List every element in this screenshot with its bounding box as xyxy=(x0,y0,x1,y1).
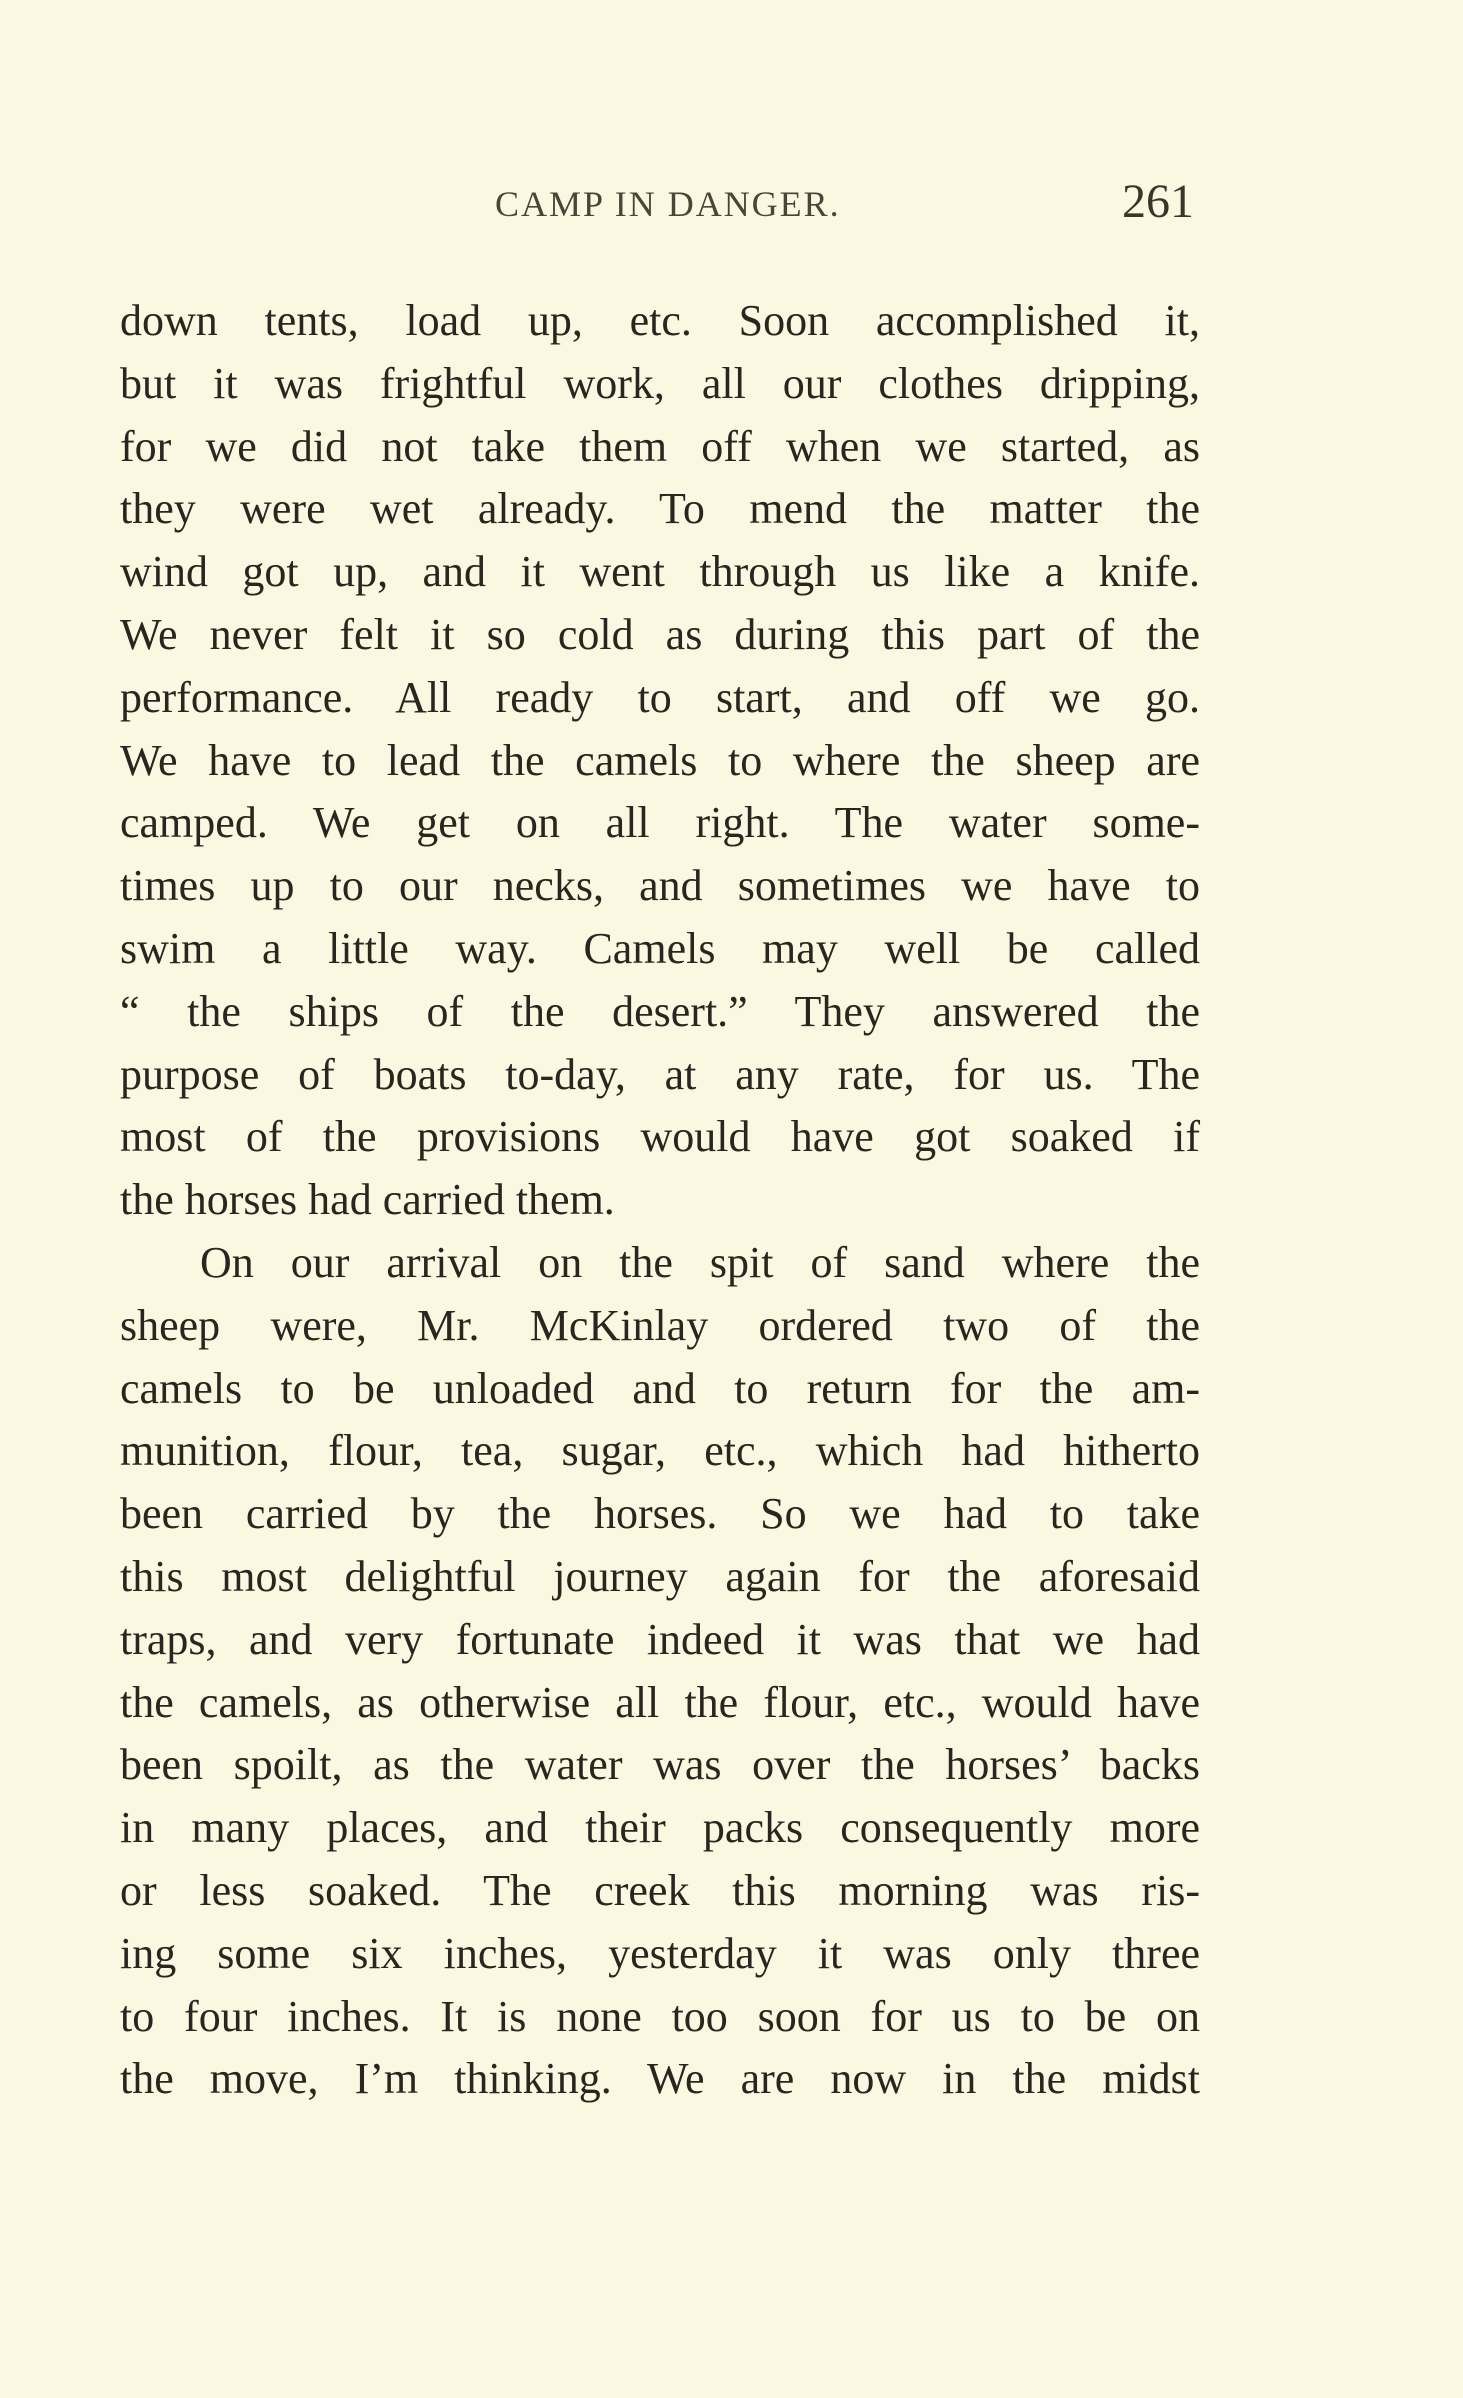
text-line: this most delightful journey again for the aforesaid xyxy=(120,1551,1200,1601)
text-line: traps, and very fortunate indeed it was that we had xyxy=(120,1614,1200,1664)
text-line: in many places, and their packs consequently more xyxy=(120,1803,1200,1853)
body-text xyxy=(120,290,1200,2111)
text-line: most of the provisions would have got soaked if xyxy=(120,1112,1200,1162)
text-line: purpose of boats to-day, at any rate, for us. The xyxy=(120,1049,1200,1099)
text-line: down tents, load up, etc. Soon accomplished it, xyxy=(120,296,1200,345)
text-line: they were wet already. To mend the matter the xyxy=(120,484,1200,534)
text-line: munition, flour, tea, sugar, etc., which had hitherto xyxy=(120,1426,1200,1476)
text-line-paragraph-end: the horses had carried them. xyxy=(120,1175,615,1225)
text-line: “ the ships of the desert.” They answered the xyxy=(120,986,1200,1036)
page-number: 261 xyxy=(1122,175,1194,228)
text-line-paragraph-start: On our arrival on the spit of sand where the xyxy=(200,1237,1200,1287)
text-line: been spoilt, as the water was over the horses’ backs xyxy=(120,1740,1200,1790)
text-line: swim a little way. Camels may well be called xyxy=(120,923,1200,973)
text-line: ing some six inches, yesterday it was only three xyxy=(120,1928,1200,1978)
text-line: We have to lead the camels to where the sheep are xyxy=(120,735,1200,785)
running-title: CAMP IN DANGER. xyxy=(495,184,841,224)
text-line: but it was frightful work, all our clothes dripping, xyxy=(120,358,1200,408)
text-line: We never felt it so cold as during this part of the xyxy=(120,609,1200,659)
text-line: performance. All ready to start, and off we go. xyxy=(120,672,1200,722)
text-line: the camels, as otherwise all the flour, etc., would have xyxy=(120,1677,1200,1727)
text-line: sheep were, Mr. McKinlay ordered two of the xyxy=(120,1300,1200,1350)
text-line: been carried by the horses. So we had to take xyxy=(120,1489,1200,1539)
text-line: the move, I’m thinking. We are now in the midst xyxy=(120,2054,1200,2104)
text-line: camels to be unloaded and to return for the am- xyxy=(120,1363,1200,1413)
text-line: times up to our necks, and sometimes we have to xyxy=(120,861,1200,911)
text-line: for we did not take them off when we started, as xyxy=(120,421,1200,471)
text-line: or less soaked. The creek this morning was ris- xyxy=(120,1865,1200,1915)
text-line: wind got up, and it went through us like a knife. xyxy=(120,547,1200,597)
text-line: camped. We get on all right. The water some- xyxy=(120,798,1200,848)
text-line: to four inches. It is none too soon for us to be on xyxy=(120,1991,1200,2041)
